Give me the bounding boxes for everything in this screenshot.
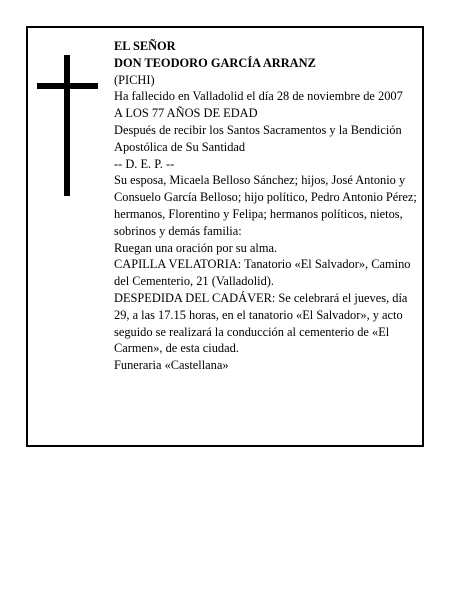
- sacraments-statement: Después de recibir los Santos Sacramentos y la Bendición Apostólica de Su Santidad: [114, 122, 402, 154]
- death-statement: Ha fallecido en Valladolid el día 28 de noviembre de 2007: [114, 89, 403, 104]
- cross-icon: [64, 55, 70, 196]
- obituary-notice-text: [114, 38, 420, 374]
- farewell-info: DESPEDIDA DEL CADÁVER: Se celebrará el jueves, día 29, a las 17.15 horas, en el tanatorio «El Salvador», y acto seguido se realizará la conducción al cementerio de «El Carmen», de esta ciudad.: [114, 290, 408, 356]
- deceased-title: EL SEÑOR: [114, 39, 176, 53]
- deceased-name: DON TEODORO GARCÍA ARRANZ: [114, 55, 316, 70]
- funeral-home: Funeraria «Castellana»: [114, 358, 229, 373]
- family-list: Su esposa, Micaela Belloso Sánchez; hijos, José Antonio y Consuelo García Belloso; hijo político, Pedro Antonio Pérez; hermanos, Florentino y Felipa; hermanos políticos, nietos, sobrinos y demás familia:: [114, 173, 417, 238]
- dep-line: -- D. E. P. --: [114, 156, 175, 171]
- prayer-request: Ruegan una oración por su alma.: [114, 240, 278, 255]
- chapel-info: CAPILLA VELATORIA: Tanatorio «El Salvador», Camino del Cementerio, 21 (Valladolid).: [114, 257, 411, 289]
- deceased-nickname: (PICHI): [114, 72, 155, 87]
- age-at-death: A LOS 77 AÑOS DE EDAD: [114, 106, 258, 121]
- cross-icon-crossbar: [37, 83, 98, 89]
